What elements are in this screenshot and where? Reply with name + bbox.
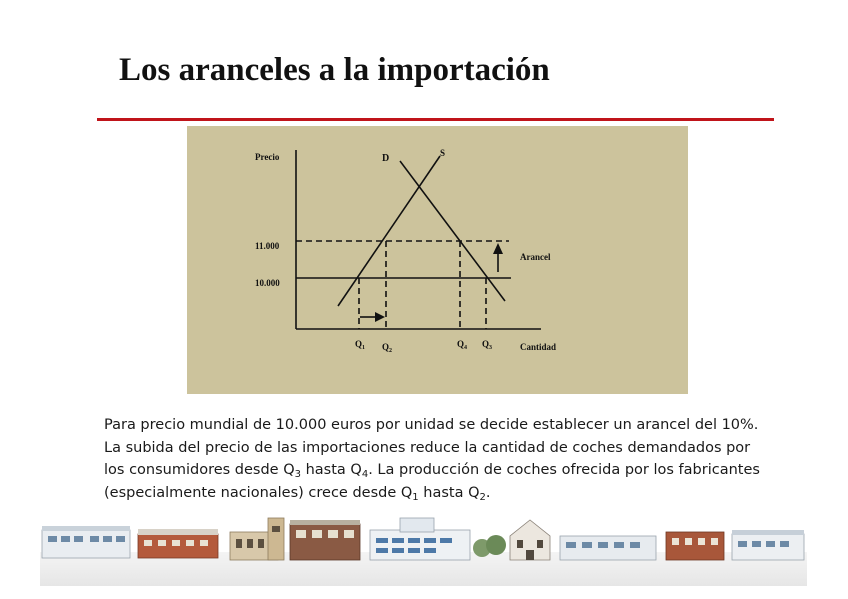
explanation-text: Para precio mundial de 10.000 euros por unidad se decide establecer un arancel del 10%. La subida del precio de las importaciones reduce la cantidad de coches demandados por los consumidores desde $Q_3$ hasta $Q_4$. La producción de coches ofrecida por los fabricantes (especialmente nacionales) crece desde $Q_1$ hasta $Q_2$. bbox=[104, 417, 760, 503]
tariff-diagram-svg bbox=[187, 126, 688, 394]
q3-label: $Q_3$ bbox=[482, 339, 493, 351]
q1-label: $Q_1$ bbox=[355, 339, 366, 351]
buildings-illustration-svg bbox=[40, 512, 807, 586]
tariff-label: Arancel bbox=[520, 252, 551, 262]
supply-curve bbox=[338, 156, 440, 306]
title-divider bbox=[97, 118, 774, 121]
x-axis-label: Cantidad bbox=[520, 342, 557, 352]
tariff-arrow-head bbox=[493, 243, 503, 254]
q4-label: $Q_4$ bbox=[457, 339, 468, 351]
production-arrow-head bbox=[375, 312, 385, 322]
demand-label: D bbox=[382, 153, 390, 164]
tariff-diagram bbox=[187, 126, 688, 394]
demand-curve bbox=[400, 161, 505, 301]
price-high-label: 11.000 bbox=[255, 241, 280, 251]
q2-label: $Q_2$ bbox=[382, 342, 393, 354]
price-low-label: 10.000 bbox=[255, 278, 280, 288]
supply-label: S bbox=[440, 148, 446, 158]
y-axis-label: Precio bbox=[255, 152, 280, 162]
slide-title: Los aranceles a la importación bbox=[119, 52, 550, 88]
buildings-footer-illustration bbox=[40, 512, 807, 586]
